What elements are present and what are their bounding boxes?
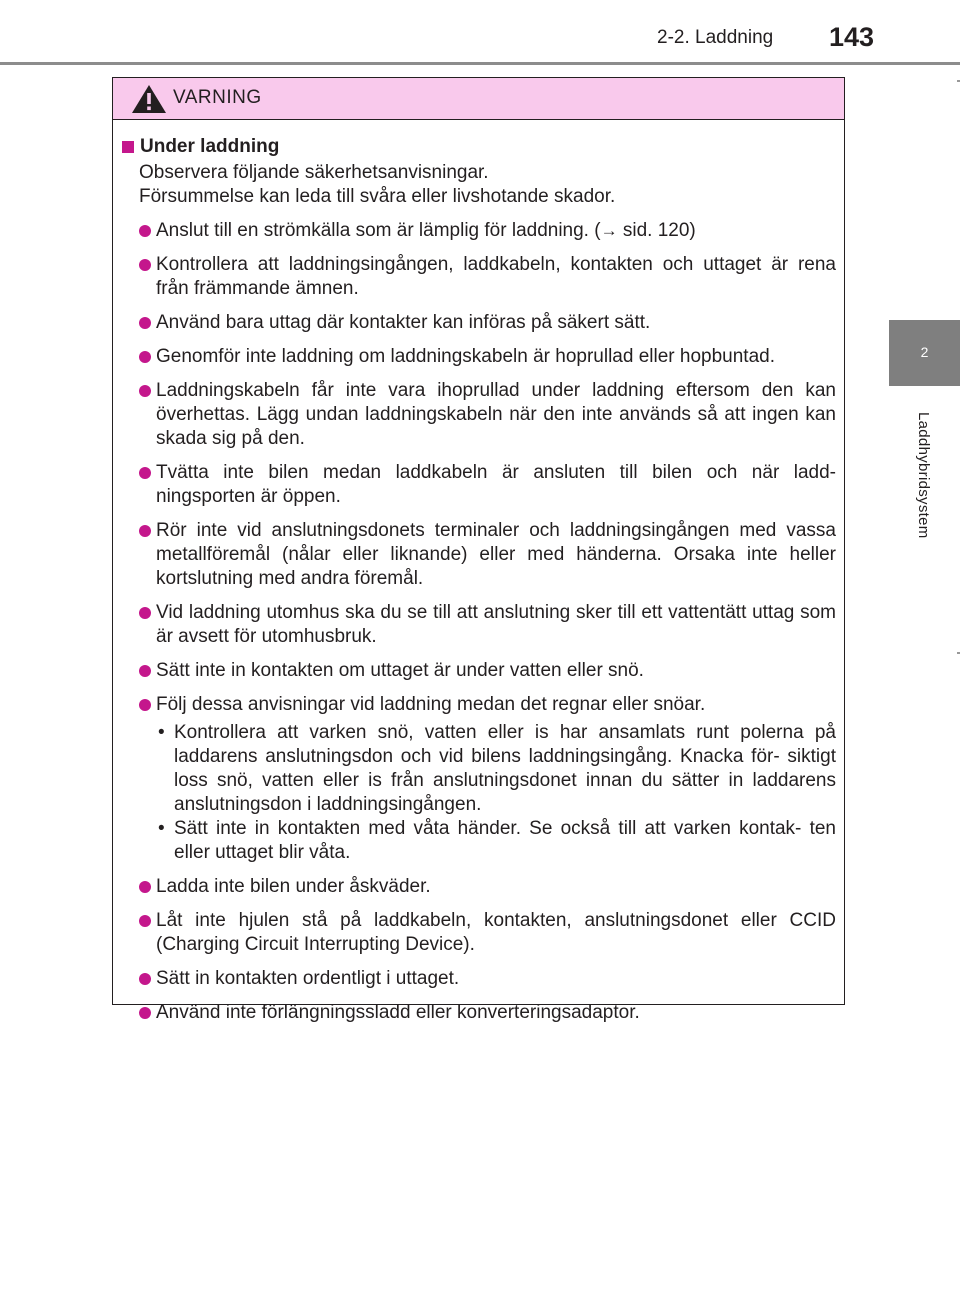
sub-list-item-text: Sätt inte in kontakten med våta händer. Se också till att varken kontak- ten eller uttaget blir våta. <box>174 818 836 863</box>
header-section-title: 2-2. Laddning <box>657 27 774 48</box>
list-item-text: Rör inte vid anslutningsdonets terminaler och laddningsingången med vassa metallföremål (nålar eller liknande) eller med händerna. Orsaka inte heller kortslutning med andra föremål. <box>156 520 836 589</box>
round-bullet-icon <box>139 351 151 363</box>
round-bullet-icon <box>139 881 151 893</box>
round-bullet-icon <box>139 665 151 677</box>
arrow-right-icon: → <box>600 221 618 240</box>
list-item <box>139 519 836 591</box>
round-bullet-icon <box>139 699 151 711</box>
list-item-text: Genomför inte laddning om laddningskabeln är hoprullad eller hopbuntad. <box>156 346 775 367</box>
list-item <box>139 1001 836 1025</box>
list-item-text: Låt inte hjulen stå på laddkabeln, kontakten, anslutningsdonet eller CCID (Charging Circuit Interrupting Device). <box>156 910 836 955</box>
list-item-text: Tvätta inte bilen medan laddkabeln är ansluten till bilen och när ladd- ningsporten är öppen. <box>156 462 836 507</box>
list-item-text: Sätt in kontakten ordentligt i uttaget. <box>156 968 460 989</box>
round-bullet-icon <box>139 915 151 927</box>
header-rule <box>0 62 960 65</box>
list-item <box>139 693 836 865</box>
warning-box <box>112 77 845 1023</box>
list-item-text: Ladda inte bilen under åskväder. <box>156 876 431 897</box>
list-item <box>139 659 836 683</box>
small-bullet-icon: • <box>158 818 165 839</box>
list-item <box>139 601 836 649</box>
small-bullet-icon: • <box>158 722 165 743</box>
page-reference-link[interactable]: sid. 120) <box>617 220 696 241</box>
list-item-text: Kontrollera att laddningsingången, laddkabeln, kontakten och uttaget är rena från främmande ämnen. <box>156 254 836 299</box>
chapter-tab <box>889 320 960 386</box>
round-bullet-icon <box>139 1007 151 1019</box>
list-item-text: Laddningskabeln får inte vara ihoprullad under laddning eftersom den kan överhettas. Lägg undan laddningskabeln när den inte används så att ingen kan skada sig på den. <box>156 380 836 449</box>
subheading-text: Under laddning <box>140 136 280 157</box>
list-item <box>139 345 836 369</box>
list-item <box>139 967 836 991</box>
list-item-text: Följ dessa anvisningar vid laddning medan det regnar eller snöar. <box>156 694 706 715</box>
list-item <box>139 461 836 509</box>
chapter-number: 2 <box>920 344 929 360</box>
round-bullet-icon <box>139 317 151 329</box>
warning-header <box>113 78 844 120</box>
intro-line: Observera följande säkerhetsanvisningar. <box>139 162 489 183</box>
round-bullet-icon <box>139 225 151 237</box>
sub-list-item-text: Kontrollera att varken snö, vatten eller is har ansamlats runt polerna på laddarens anslutningsdon och vid bilens laddningsingång. Knacka för- siktigt loss snö, vatten eller is från anslutningsdonet innan du sätter in laddarens anslutningsdon i laddningsingången. <box>174 722 836 815</box>
sub-list-item <box>156 721 836 817</box>
list-item <box>139 311 836 335</box>
warning-triangle-icon <box>131 84 167 114</box>
chapter-title: Laddhybridsystem <box>915 412 932 539</box>
list-item <box>139 253 836 301</box>
warning-label: VARNING <box>173 87 262 108</box>
list-item <box>139 219 836 243</box>
list-item <box>139 909 836 957</box>
subheading <box>122 135 836 159</box>
list-item-text: Anslut till en strömkälla som är lämplig för laddning. ( <box>156 220 601 241</box>
square-bullet-icon <box>122 141 134 153</box>
list-item-text: Vid laddning utomhus ska du se till att anslutning sker till ett vattentätt uttag som är avsett för utomhusbruk. <box>156 602 836 647</box>
round-bullet-icon <box>139 259 151 271</box>
page-number: 143 <box>829 22 875 52</box>
list-item-text: Använd bara uttag där kontakter kan införas på säkert sätt. <box>156 312 651 333</box>
warning-list <box>122 219 836 1025</box>
sub-list-item <box>156 817 836 865</box>
list-item <box>139 379 836 451</box>
list-item-text: Använd inte förlängningssladd eller konverteringsadaptor. <box>156 1002 640 1023</box>
round-bullet-icon <box>139 607 151 619</box>
round-bullet-icon <box>139 467 151 479</box>
round-bullet-icon <box>139 385 151 397</box>
intro-line: Försummelse kan leda till svåra eller livshotande skador. <box>139 186 616 207</box>
warning-body <box>113 120 844 1025</box>
sub-list <box>156 721 836 865</box>
list-item-text: Sätt inte in kontakten om uttaget är under vatten eller snö. <box>156 660 644 681</box>
chapter-title-tab <box>889 394 960 654</box>
list-item <box>139 875 836 899</box>
round-bullet-icon <box>139 525 151 537</box>
round-bullet-icon <box>139 973 151 985</box>
